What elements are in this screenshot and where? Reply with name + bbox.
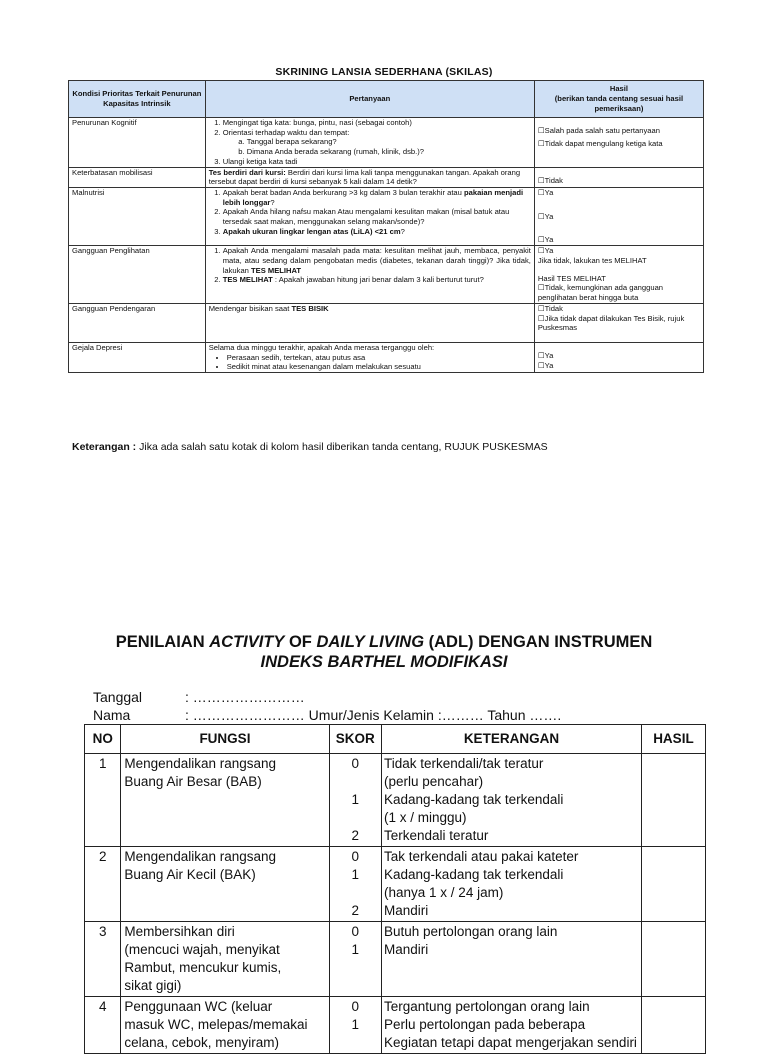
malnutrisi-q1: [223, 188, 531, 207]
adl-skor-line: [331, 773, 381, 791]
row-pendengaran: [69, 303, 704, 342]
adl-keterangan-line: Kadang-kadang tak terkendali: [384, 867, 564, 882]
skilas-header-row: [69, 81, 704, 118]
adl-keterangan-line: (1 x / minggu): [384, 810, 467, 825]
adl-title-p2: ACTIVITY: [209, 633, 285, 651]
hasil-kognitif: [534, 118, 703, 168]
adl-keterangan: [382, 754, 642, 847]
adl-skor: [329, 754, 382, 847]
adl-keterangan-line: (hanya 1 x / 24 jam): [384, 885, 504, 900]
kognitif-q2: [223, 128, 531, 157]
adl-skor-line: [331, 884, 381, 902]
pendengaran-q-bold: TES BISIK: [291, 303, 329, 313]
row-penglihatan: [69, 246, 704, 304]
malnutrisi-checkbox-3[interactable]: ☐Ya: [537, 235, 554, 245]
kognitif-q3: 3. Ulangi ketiga kata tadi: [223, 157, 531, 167]
adl-header-no: NO: [85, 725, 121, 754]
adl-skor: [329, 997, 382, 1054]
pertanyaan-depresi: [205, 342, 534, 372]
nama-label: Nama: [93, 707, 131, 723]
kognitif-q2-text: Orientasi terhadap waktu dan tempat:: [222, 127, 350, 137]
row-kognitif: [69, 118, 704, 168]
malnutrisi-checkbox-2[interactable]: ☐Ya: [537, 211, 554, 221]
adl-fungsi-line: sikat gigi): [124, 978, 182, 993]
mobilisasi-checkbox-1[interactable]: ☐Tidak: [537, 175, 563, 185]
adl-no: 1: [85, 754, 121, 847]
adl-header-fungsi: FUNGSI: [121, 725, 329, 754]
keterangan: [72, 441, 548, 453]
pertanyaan-malnutrisi: [205, 188, 534, 246]
malnutrisi-q3-end: ?: [400, 226, 405, 236]
keterangan-label: Keterangan :: [72, 441, 137, 453]
tanggal-label: Tanggal: [93, 689, 143, 705]
adl-skor: [329, 922, 382, 997]
adl-keterangan-line: Tidak terkendali/tak teratur: [384, 756, 544, 771]
header-hasil-line2: (berikan tanda centang sesuai hasil pemeriksaan): [554, 94, 684, 113]
hasil-penglihatan: [534, 246, 703, 304]
adl-title-line1: [0, 632, 768, 652]
row-depresi: [69, 342, 704, 372]
adl-title-p4: DAILY LIVING: [316, 633, 425, 651]
adl-skor-line: 1: [351, 1017, 360, 1032]
adl-hasil-input[interactable]: [641, 754, 705, 847]
pendengaran-checkbox-1[interactable]: ☐Tidak: [537, 303, 563, 313]
adl-fungsi: [121, 997, 329, 1054]
pertanyaan-kognitif: [205, 118, 534, 168]
tanggal-line: [93, 688, 561, 706]
header-pertanyaan: Pertanyaan: [205, 81, 534, 118]
pertanyaan-penglihatan: [205, 246, 534, 304]
adl-keterangan-line: (perlu pencahar): [384, 774, 484, 789]
adl-title-p1: PENILAIAN: [115, 633, 210, 651]
penglihatan-q1-text: Apakah Anda mengalami masalah pada mata: kesulitan melihat jauh, membaca, penyakit mata, atau sedang dalam pengobatan medis (diabetes, tekanan darah tinggi)? Jika tidak, lakukan: [222, 246, 531, 275]
adl-fungsi-line: Mengendalikan rangsang: [124, 756, 277, 771]
adl-skor-line: 1: [351, 792, 360, 807]
kognitif-checkbox-2[interactable]: ☐Tidak dapat mengulang ketiga kata: [537, 138, 663, 148]
adl-fungsi: [121, 847, 329, 922]
adl-no: 3: [85, 922, 121, 997]
kondisi-pendengaran: Gangguan Pendengaran: [69, 303, 206, 342]
adl-skor-line: 2: [351, 903, 360, 918]
row-mobilisasi: [69, 167, 704, 187]
adl-fungsi-line: Membersihkan diri: [124, 924, 235, 939]
adl-keterangan-line: Kegiatan tetapi dapat mengerjakan sendiri: [384, 1035, 637, 1050]
malnutrisi-q2: 2. Apakah Anda hilang nafsu makan Atau mengalami kesulitan makan (misal batuk atau tersedak saat makan, menggunakan selang makan/sonde)?: [223, 207, 531, 226]
adl-fungsi-line: celana, cebok, menyiram): [124, 1035, 279, 1050]
adl-skor-line: 2: [351, 828, 360, 843]
depresi-q1: • Perasaan sedih, tertekan, atau putus asa: [227, 353, 531, 363]
adl-hasil-input[interactable]: [641, 922, 705, 997]
header-kondisi: Kondisi Prioritas Terkait Penurunan Kapasitas Intrinsik: [69, 81, 206, 118]
adl-fungsi-line: Buang Air Besar (BAB): [124, 774, 262, 789]
depresi-intro: Selama dua minggu terakhir, apakah Anda merasa terganggu oleh:: [208, 342, 435, 352]
penglihatan-q2-text: : Apakah jawaban hitung jari benar dalam 3 kali berturut turut?: [272, 275, 484, 285]
kognitif-q2a: a. Tanggal berapa sekarang?: [247, 137, 531, 147]
adl-header-hasil: HASIL: [641, 725, 705, 754]
header-hasil: [534, 81, 703, 118]
adl-keterangan: [382, 997, 642, 1054]
adl-skor-line: 0: [351, 756, 360, 771]
malnutrisi-q3-bold: Apakah ukuran lingkar lengan atas (LiLA) <21 cm: [222, 226, 401, 236]
penglihatan-q1: [223, 246, 531, 275]
adl-title-p5: (ADL) DENGAN INSTRUMEN: [424, 633, 653, 651]
adl-fungsi-line: Buang Air Kecil (BAK): [124, 867, 256, 882]
hasil-depresi: [534, 342, 703, 372]
adl-header-row: [85, 725, 706, 754]
adl-skor-line: 0: [351, 999, 360, 1014]
kognitif-checkbox-1[interactable]: ☐Salah pada salah satu pertanyaan: [537, 126, 660, 135]
adl-table: [84, 724, 706, 1054]
adl-keterangan-line: Butuh pertolongan orang lain: [384, 924, 558, 939]
pertanyaan-mobilisasi: [205, 167, 534, 187]
penglihatan-note-2: Hasil TES MELIHAT: [537, 273, 606, 283]
adl-keterangan-line: Perlu pertolongan pada beberapa: [384, 1017, 586, 1032]
adl-fungsi-line: Penggunaan WC (keluar: [124, 999, 273, 1014]
penglihatan-q2: [223, 275, 531, 285]
adl-keterangan-line: Kadang-kadang tak terkendali: [384, 792, 564, 807]
skilas-table: [68, 80, 704, 373]
penglihatan-checkbox-2[interactable]: ☐Tidak, kemungkinan ada gangguan penglihatan berat hingga buta: [537, 283, 664, 303]
adl-title-line2: [0, 652, 768, 672]
adl-hasil-input[interactable]: [641, 997, 705, 1054]
kondisi-kognitif: Penurunan Kognitif: [69, 118, 206, 168]
kognitif-q1: 1. Mengingat tiga kata: bunga, pintu, nasi (sebagai contoh): [223, 118, 531, 128]
adl-fungsi: [121, 754, 329, 847]
kondisi-depresi: Gejala Depresi: [69, 342, 206, 372]
mobilisasi-q-text: Berdiri dari kursi lima kali tanpa menggunakan tangan. Apakah orang tersebut dapat berdiri di kursi sebanyak 5 kali dalam 14 detik?: [208, 167, 521, 187]
hasil-malnutrisi: [534, 188, 703, 246]
adl-header-keterangan: KETERANGAN: [382, 725, 642, 754]
adl-no: 4: [85, 997, 121, 1054]
malnutrisi-q1-bold: pakaian menjadi lebih longgar: [222, 188, 524, 207]
table-row: [85, 997, 706, 1054]
adl-keterangan-line: Mandiri: [384, 942, 429, 957]
malnutrisi-q1-text: Apakah berat badan Anda berkurang >3 kg dalam 3 bulan terakhir atau: [222, 188, 464, 198]
kondisi-penglihatan: Gangguan Penglihatan: [69, 246, 206, 304]
adl-fungsi-line: Mengendalikan rangsang: [124, 849, 277, 864]
malnutrisi-q1-end: ?: [270, 197, 275, 207]
kondisi-mobilisasi: Keterbatasan mobilisasi: [69, 167, 206, 187]
adl-no: 2: [85, 847, 121, 922]
adl-keterangan-line: Terkendali teratur: [384, 828, 489, 843]
adl-keterangan-line: Tak terkendali atau pakai kateter: [384, 849, 579, 864]
adl-keterangan-line: Tergantung pertolongan orang lain: [384, 999, 590, 1014]
adl-fungsi-line: (mencuci wajah, menyikat: [124, 942, 280, 957]
adl-skor-line: 0: [351, 849, 360, 864]
adl-skor-line: [331, 809, 381, 827]
kognitif-q2b: b. Dimana Anda berada sekarang (rumah, klinik, dsb.)?: [247, 147, 531, 157]
pendengaran-q-text: Mendengar bisikan saat: [208, 303, 292, 313]
row-malnutrisi: [69, 188, 704, 246]
pendengaran-checkbox-2[interactable]: ☐Jika tidak dapat dilakukan Tes Bisik, rujuk Puskesmas: [537, 313, 685, 333]
skilas-title: SKRINING LANSIA SEDERHANA (SKILAS): [275, 66, 493, 78]
penglihatan-note-1: Jika tidak, lakukan tes MELIHAT: [537, 255, 647, 265]
adl-skor-line: 1: [351, 942, 360, 957]
adl-fungsi-line: Rambut, mencukur kumis,: [124, 960, 282, 975]
nama-field[interactable]: : …………………… Umur/Jenis Kelamin :……… Tahun …….: [185, 707, 562, 723]
header-hasil-line1: Hasil: [609, 84, 628, 94]
keterangan-text: Jika ada salah satu kotak di kolom hasil diberikan tanda centang, RUJUK PUSKESMAS: [136, 441, 548, 453]
depresi-checkbox-2[interactable]: ☐Ya: [537, 360, 554, 370]
depresi-checkbox-1[interactable]: ☐Ya: [537, 350, 554, 360]
adl-fungsi: [121, 922, 329, 997]
malnutrisi-q3: [223, 227, 531, 237]
table-row: [85, 754, 706, 847]
pertanyaan-pendengaran: [205, 303, 534, 342]
penglihatan-checkbox-1[interactable]: ☐Ya: [537, 246, 554, 256]
adl-title-line2-text: INDEKS BARTHEL MODIFIKASI: [260, 653, 508, 671]
table-row: [85, 922, 706, 997]
adl-hasil-input[interactable]: [641, 847, 705, 922]
adl-title-p3: OF: [284, 633, 317, 651]
adl-skor-line: 0: [351, 924, 360, 939]
adl-meta: [93, 688, 561, 724]
nama-line: [93, 706, 561, 724]
mobilisasi-q-bold: Tes berdiri dari kursi:: [208, 167, 286, 177]
depresi-q2: • Sedikit minat atau kesenangan dalam melakukan sesuatu: [227, 362, 531, 372]
hasil-pendengaran: [534, 303, 703, 342]
adl-skor: [329, 847, 382, 922]
malnutrisi-checkbox-1[interactable]: ☐Ya: [537, 188, 554, 198]
adl-keterangan: [382, 922, 642, 997]
table-row: [85, 847, 706, 922]
adl-keterangan-line: Mandiri: [384, 903, 429, 918]
adl-skor-line: 1: [351, 867, 360, 882]
tanggal-field[interactable]: : ……………………: [185, 689, 305, 705]
adl-fungsi-line: masuk WC, melepas/memakai: [124, 1017, 308, 1032]
penglihatan-q2-bold: TES MELIHAT: [222, 275, 273, 285]
adl-keterangan: [382, 847, 642, 922]
hasil-mobilisasi: [534, 167, 703, 187]
adl-header-skor: SKOR: [329, 725, 382, 754]
penglihatan-q1-bold: TES MELIHAT: [251, 265, 302, 275]
kondisi-malnutrisi: Malnutrisi: [69, 188, 206, 246]
adl-title: [0, 632, 768, 672]
